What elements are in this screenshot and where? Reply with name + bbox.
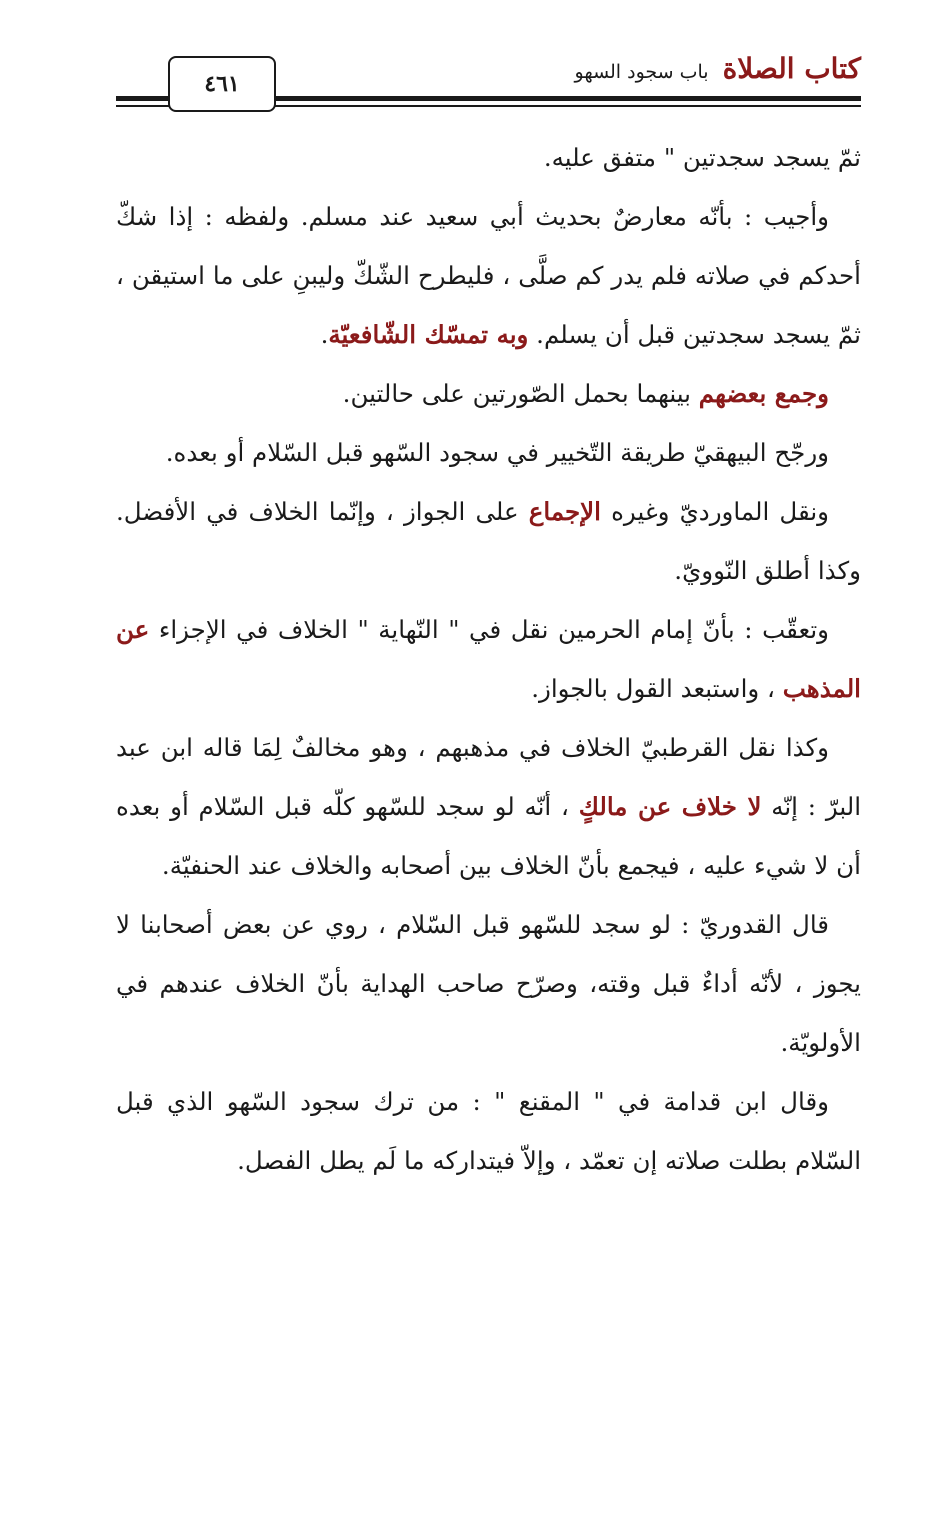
- highlighted-phrase: الإجماع: [528, 497, 601, 526]
- page-number-box: [168, 56, 276, 112]
- highlighted-phrase: وجمع بعضهم: [698, 379, 829, 408]
- paragraph: [116, 187, 861, 364]
- text-segment: على الجواز ، وإنّما الخلاف في الأفضل. وكذا أطلق النّوويّ.: [116, 497, 861, 585]
- chapter-title: باب سجود السهو: [574, 61, 709, 83]
- paragraph: [116, 718, 861, 895]
- text-segment: وتعقّب : بأنّ إمام الحرمين نقل في " النّهاية " الخلاف في الإجزاء: [149, 615, 829, 644]
- page-body: [116, 128, 861, 1190]
- text-segment: وكذا نقل القرطبيّ الخلاف في مذهبهم ، وهو مخالفٌ لِمَا قاله ابن عبد البرّ : إنّه: [116, 733, 862, 821]
- paragraph: [116, 895, 861, 1072]
- text-segment: ، أنّه لو سجد للسّهو كلّه قبل السّلام أو بعده أن لا شيء عليه ، فيجمع بأنّ الخلاف بين أصحابه والخلاف عند الحنفيّة.: [116, 792, 861, 880]
- running-head: [575, 52, 862, 85]
- text-segment: ثمّ يسجد سجدتين " متفق عليه.: [543, 143, 861, 172]
- text-segment: وقال ابن قدامة في " المقنع " : من ترك سجود السّهو الذي قبل السّلام بطلت صلاته إن تعمّد ، وإلاّ فيتداركه ما لَم يطل الفصل.: [116, 1087, 861, 1175]
- text-segment: بينهما بحمل الصّورتين على حالتين.: [342, 379, 699, 408]
- paragraph: [116, 1072, 861, 1190]
- text-segment: قال القدوريّ : لو سجد للسّهو قبل السّلام ، روي عن بعض أصحابنا لا يجوز ، لأنّه أداءٌ قبل وقته، وصرّح صاحب الهداية بأنّ الخلاف عندهم في الأولويّة.: [116, 910, 861, 1057]
- text-segment: وأجيب : بأنّه معارضٌ بحديث أبي سعيد عند مسلم. ولفظه : إذا شكّ أحدكم في صلاته فلم يدر كم صلَّى ، فليطرح الشّكّ وليبنِ على ما استيقن ، ثمّ يسجد سجدتين قبل أن يسلم.: [116, 202, 861, 349]
- paragraph: [116, 482, 861, 600]
- paragraph: [116, 423, 861, 482]
- paragraph: [116, 364, 861, 423]
- paragraph: [116, 600, 861, 718]
- text-segment: ونقل الماورديّ وغيره: [600, 497, 829, 526]
- text-segment: .: [320, 320, 329, 349]
- text-segment: ورجّح البيهقيّ طريقة التّخيير في سجود السّهو قبل السّلام أو بعده.: [165, 438, 829, 467]
- highlighted-phrase: لا خلاف عن مالكٍ: [578, 792, 762, 821]
- highlighted-phrase: وبه تمسّك الشّافعيّة: [328, 320, 529, 349]
- book-title: كتاب الصلاة: [722, 52, 861, 85]
- page-header: [116, 38, 861, 116]
- text-segment: ، واستبعد القول بالجواز.: [531, 674, 783, 703]
- paragraph: [116, 128, 861, 187]
- page-number: ٤٦١: [204, 71, 240, 97]
- highlighted-phrase: عن المذهب: [116, 615, 861, 703]
